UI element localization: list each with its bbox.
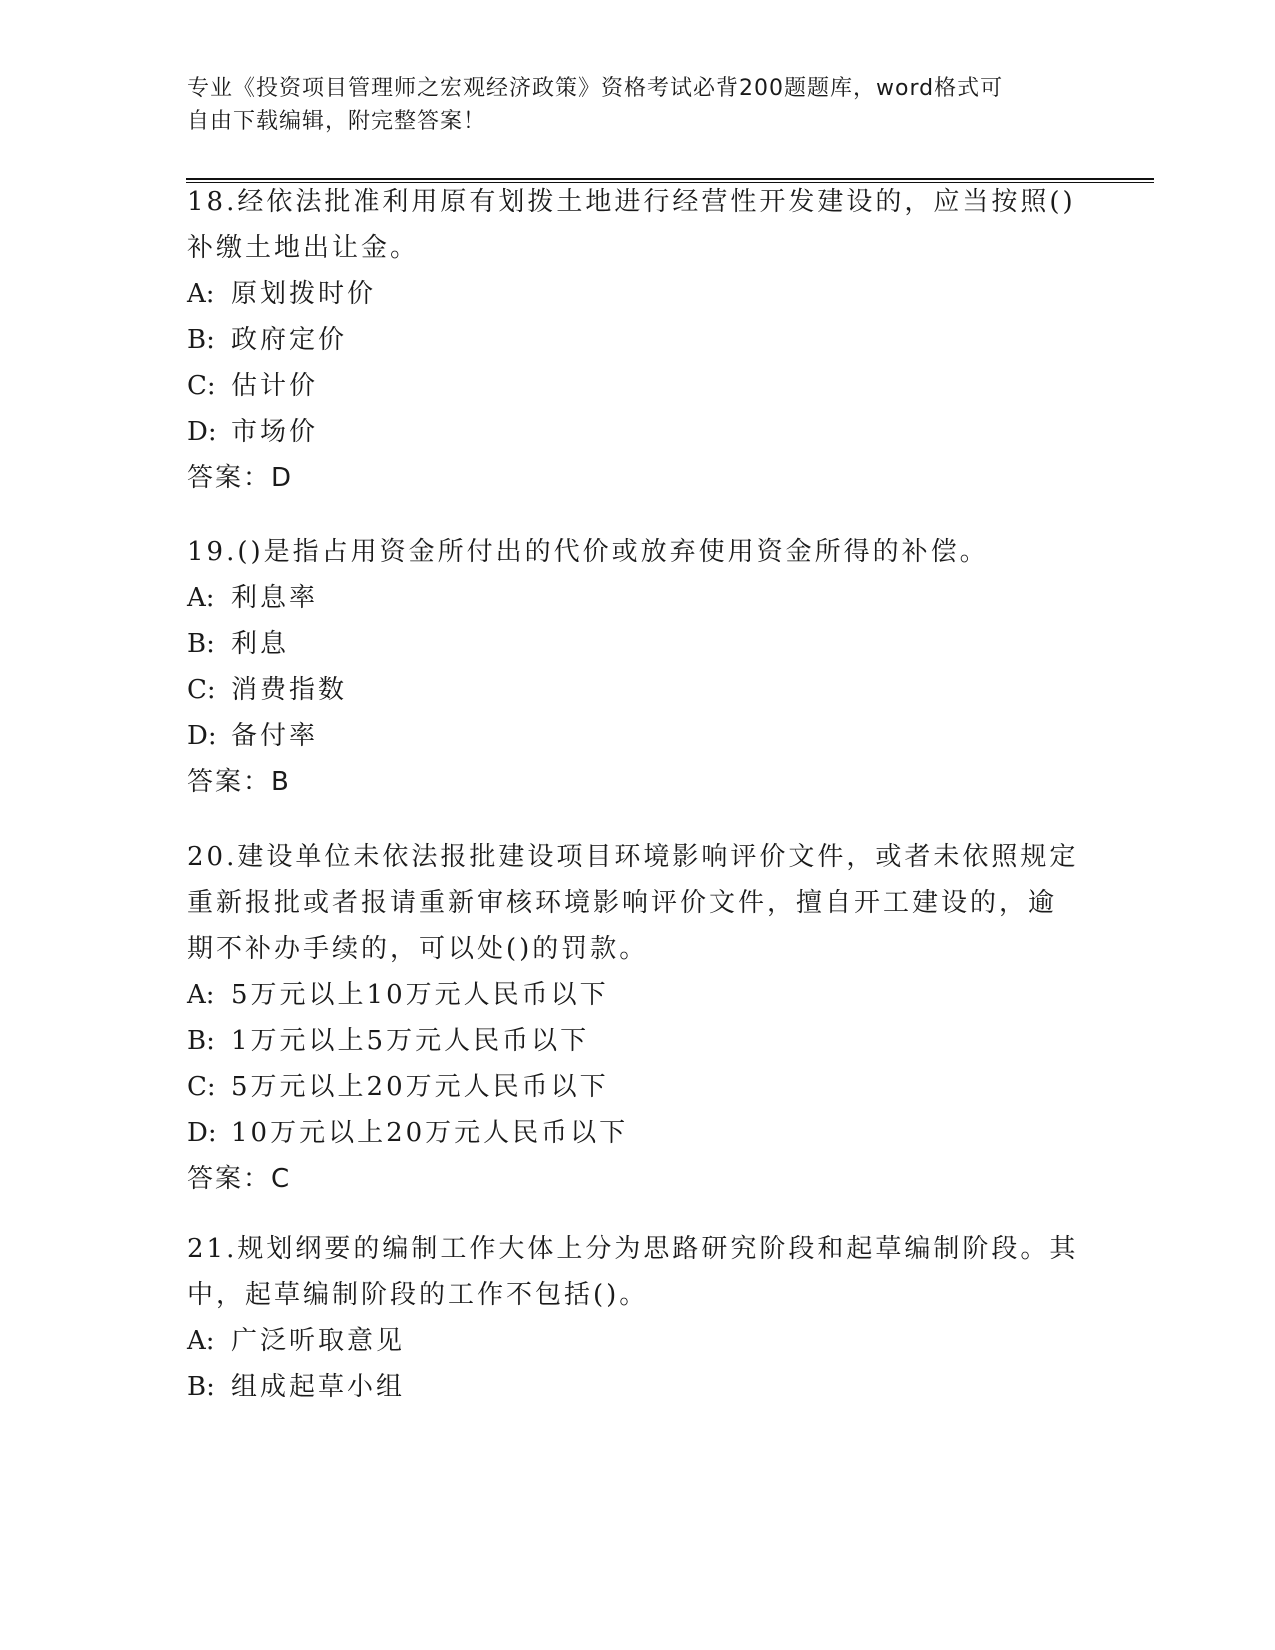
option-b: B: 利息 [187, 629, 290, 659]
question-stem-line: 期不补办手续的，可以处()的罚款。 [187, 934, 649, 964]
question-stem-line: 20.建设单位未依法报批建设项目环境影响评价文件，或者未依照规定 [187, 842, 1079, 872]
question-18 [187, 179, 1087, 501]
question-stem-line: 补缴土地出让金。 [187, 233, 420, 263]
header-line-1: 专业《投资项目管理师之宏观经济政策》资格考试必背200题题库，word格式可 [187, 76, 1004, 101]
question-stem-line: 18.经依法批准利用原有划拨土地进行经营性开发建设的，应当按照() [187, 187, 1076, 217]
question-stem-line: 重新报批或者报请重新审核环境影响评价文件，擅自开工建设的，逾 [187, 888, 1058, 918]
question-19 [187, 529, 1087, 805]
answer-line: 答案：D [187, 463, 294, 493]
question-21 [187, 1226, 1087, 1410]
option-a: A: 原划拨时价 [187, 279, 377, 309]
option-a: A: 利息率 [187, 583, 319, 613]
option-b: B: 组成起草小组 [187, 1372, 406, 1402]
option-d: D: 市场价 [187, 417, 319, 447]
question-stem-line: 21.规划纲要的编制工作大体上分为思路研究阶段和起草编制阶段。其 [187, 1234, 1079, 1264]
option-d: D: 备付率 [187, 721, 319, 751]
question-stem-line: 19.()是指占用资金所付出的代价或放弃使用资金所得的补偿。 [187, 537, 989, 567]
question-20 [187, 834, 1087, 1202]
option-c: C: 估计价 [187, 371, 319, 401]
option-c: C: 消费指数 [187, 675, 348, 705]
header-line-2: 自由下载编辑，附完整答案！ [187, 109, 487, 134]
document-header [187, 72, 1067, 138]
answer-line: 答案：B [187, 767, 291, 797]
option-d: D: 10万元以上20万元人民币以下 [187, 1118, 629, 1148]
question-stem-line: 中，起草编制阶段的工作不包括()。 [187, 1280, 649, 1310]
answer-line: 答案：C [187, 1164, 292, 1194]
option-a: A: 5万元以上10万元人民币以下 [187, 980, 609, 1010]
option-b: B: 政府定价 [187, 325, 348, 355]
option-c: C: 5万元以上20万元人民币以下 [187, 1072, 609, 1102]
option-a: A: 广泛听取意见 [187, 1326, 406, 1356]
option-b: B: 1万元以上5万元人民币以下 [187, 1026, 590, 1056]
